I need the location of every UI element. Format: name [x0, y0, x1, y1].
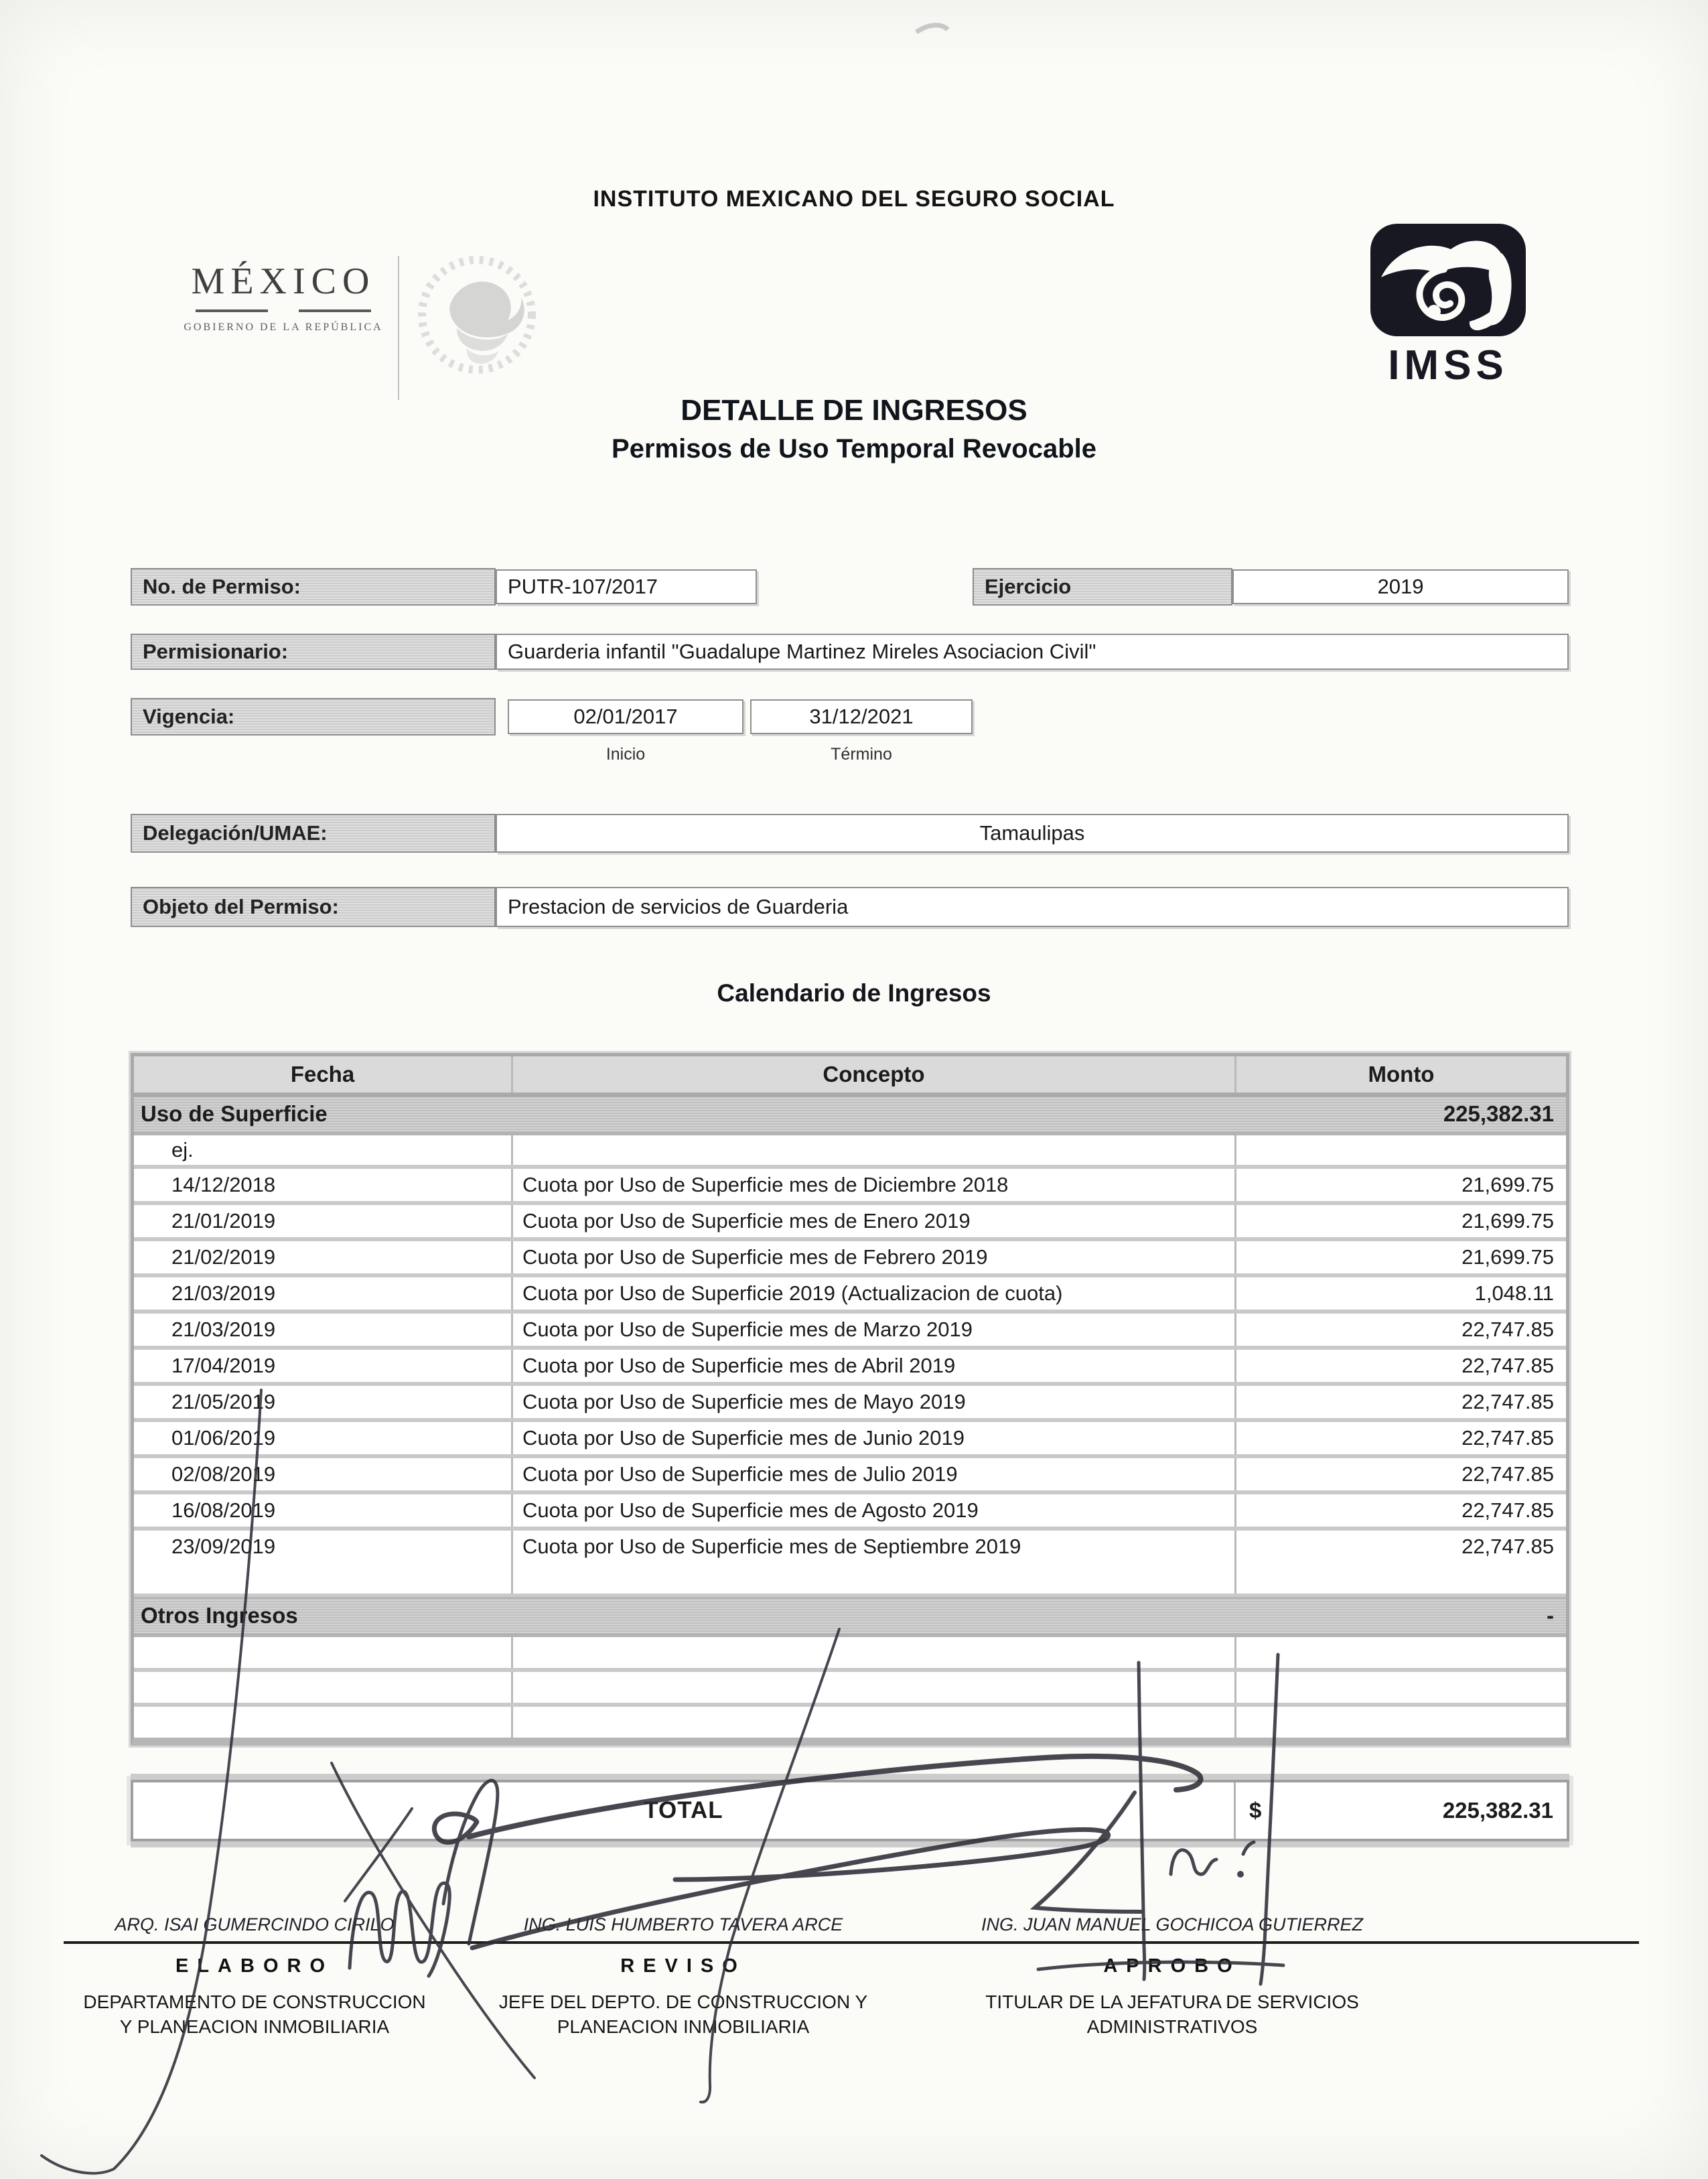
row-fecha: 21/03/2019	[171, 1318, 276, 1341]
table-row	[134, 1205, 1566, 1241]
table-row	[134, 1350, 1566, 1386]
table-row	[134, 1241, 1566, 1277]
table-row	[134, 1314, 1566, 1350]
row-fecha: 16/08/2019	[171, 1498, 276, 1522]
document-title: DETALLE DE INGRESOS	[681, 394, 1027, 427]
total-label: TOTAL	[644, 1797, 723, 1823]
signatory-name: ARQ. ISAI GUMERCINDO CIRILO	[115, 1914, 395, 1935]
permiso-value: PUTR-107/2017	[496, 569, 757, 604]
imss-wordmark: IMSS	[1388, 342, 1508, 389]
permisionario-value: Guarderia infantil "Guadalupe Martinez Mireles Asociacion Civil"	[496, 634, 1569, 670]
row-monto: 21,699.75	[1234, 1241, 1566, 1273]
signatory-name: ING. JUAN MANUEL GOCHICOA GUTIERREZ	[981, 1914, 1364, 1935]
table-title: Calendario de Ingresos	[717, 979, 991, 1007]
total-amount-cell	[1234, 1782, 1567, 1839]
row-fecha: 21/05/2019	[171, 1390, 276, 1413]
row-monto: 22,747.85	[1234, 1494, 1566, 1527]
signatory-role: REVISO	[620, 1955, 746, 1977]
vigencia-termino-value: 31/12/2021	[750, 699, 973, 734]
permiso-label: No. de Permiso:	[131, 568, 496, 606]
institution-title: INSTITUTO MEXICANO DEL SEGURO SOCIAL	[593, 186, 1115, 212]
table-row	[134, 1531, 1566, 1563]
otros-ingresos-label: Otros Ingresos	[141, 1603, 298, 1628]
row-fecha: 21/03/2019	[171, 1281, 276, 1305]
header-fecha: Fecha	[290, 1062, 355, 1086]
row-monto: 1,048.11	[1234, 1277, 1566, 1310]
header-monto: Monto	[1234, 1056, 1566, 1093]
row-fecha: 14/12/2018	[171, 1173, 276, 1196]
vigencia-label: Vigencia:	[131, 698, 496, 735]
ej-label: ej.	[171, 1138, 194, 1162]
delegacion-label: Delegación/UMAE:	[131, 814, 496, 853]
signatory-department: DEPARTAMENTO DE CONSTRUCCION Y PLANEACION INMOBILIARIA	[83, 1991, 426, 2037]
signatory-name: ING. LUIS HUMBERTO TAVERA ARCE	[523, 1914, 843, 1935]
row-monto: 22,747.85	[1234, 1422, 1566, 1454]
income-table	[131, 1053, 1569, 1746]
table-row	[134, 1169, 1566, 1205]
table-header-row	[134, 1056, 1566, 1096]
uso-superficie-monto: 225,382.31	[1443, 1101, 1554, 1126]
uso-superficie-band	[134, 1096, 1566, 1135]
row-fecha: 21/01/2019	[171, 1209, 276, 1233]
mexico-logo-rules	[173, 309, 394, 312]
total-row	[131, 1780, 1569, 1841]
signatory-role: APROBO	[1103, 1955, 1241, 1977]
document-subtitle: Permisos de Uso Temporal Revocable	[612, 434, 1096, 464]
signatory-department: JEFE DEL DEPTO. DE CONSTRUCCION Y PLANEACION INMOBILIARIA	[498, 1991, 868, 2037]
empty-row	[134, 1672, 1566, 1707]
table-row	[134, 1494, 1566, 1531]
row-fecha: 02/08/2019	[171, 1462, 276, 1486]
row-concepto: Cuota por Uso de Superficie mes de Mayo 2019	[511, 1386, 1234, 1418]
row-concepto: Cuota por Uso de Superficie mes de Marzo 2019	[511, 1314, 1234, 1346]
header-concepto: Concepto	[511, 1056, 1234, 1093]
row-monto: 22,747.85	[1234, 1314, 1566, 1346]
imss-eagle-icon	[1369, 222, 1527, 338]
scan-smudge	[916, 25, 948, 32]
signatory-department: TITULAR DE LA JEFATURA DE SERVICIOS ADMINISTRATIVOS	[985, 1991, 1359, 2037]
table-row	[134, 1422, 1566, 1458]
otros-ingresos-band	[134, 1598, 1566, 1637]
row-monto: 22,747.85	[1234, 1531, 1566, 1563]
signature-block	[469, 1914, 898, 2039]
objeto-value: Prestacion de servicios de Guarderia	[496, 887, 1569, 927]
row-fecha: 23/09/2019	[171, 1535, 276, 1558]
row-concepto: Cuota por Uso de Superficie mes de Enero 2019	[511, 1205, 1234, 1237]
row-concepto: Cuota por Uso de Superficie mes de Junio 2019	[511, 1422, 1234, 1454]
row-monto: 21,699.75	[1234, 1205, 1566, 1237]
uso-superficie-label: Uso de Superficie	[141, 1101, 328, 1126]
table-row	[134, 1277, 1566, 1314]
termino-caption: Término	[831, 745, 892, 764]
row-fecha: 01/06/2019	[171, 1426, 276, 1450]
gobierno-mexico-logo	[173, 260, 394, 334]
table-row	[134, 1386, 1566, 1422]
signature-block	[938, 1914, 1407, 2039]
delegacion-value: Tamaulipas	[496, 814, 1569, 853]
permisionario-label: Permisionario:	[131, 634, 496, 670]
logo-divider-line	[398, 256, 399, 400]
row-fecha: 21/02/2019	[171, 1245, 276, 1269]
row-concepto: Cuota por Uso de Superficie 2019 (Actualizacion de cuota)	[511, 1277, 1234, 1310]
row-concepto: Cuota por Uso de Superficie mes de Diciembre 2018	[511, 1169, 1234, 1201]
empty-row	[134, 1563, 1566, 1598]
ejercicio-label: Ejercicio	[973, 568, 1232, 606]
objeto-label: Objeto del Permiso:	[131, 887, 496, 927]
row-monto: 21,699.75	[1234, 1169, 1566, 1201]
imss-logo	[1368, 222, 1528, 389]
row-concepto: Cuota por Uso de Superficie mes de Agosto 2019	[511, 1494, 1234, 1527]
table-rows	[134, 1169, 1566, 1563]
row-monto: 22,747.85	[1234, 1458, 1566, 1490]
total-value: 225,382.31	[1442, 1798, 1553, 1823]
row-concepto: Cuota por Uso de Superficie mes de Abril 2019	[511, 1350, 1234, 1382]
row-fecha: 17/04/2019	[171, 1354, 276, 1377]
signatory-role: ELABORO	[175, 1955, 334, 1977]
row-monto: 22,747.85	[1234, 1386, 1566, 1418]
row-concepto: Cuota por Uso de Superficie mes de Septiembre 2019	[511, 1531, 1234, 1563]
row-concepto: Cuota por Uso de Superficie mes de Julio 2019	[511, 1458, 1234, 1490]
gobierno-subtitle: GOBIERNO DE LA REPÚBLICA	[184, 322, 383, 333]
example-row	[134, 1135, 1566, 1169]
table-row	[134, 1458, 1566, 1494]
empty-row	[134, 1637, 1566, 1672]
currency-symbol: $	[1249, 1798, 1262, 1823]
otros-ingresos-monto: -	[1547, 1603, 1554, 1628]
signature-block	[67, 1914, 442, 2039]
inicio-caption: Inicio	[606, 745, 646, 764]
vigencia-inicio-value: 02/01/2017	[508, 699, 743, 734]
empty-row	[134, 1707, 1566, 1738]
mexico-wordmark: MÉXICO	[191, 261, 376, 302]
row-concepto: Cuota por Uso de Superficie mes de Febrero 2019	[511, 1241, 1234, 1273]
row-monto: 22,747.85	[1234, 1350, 1566, 1382]
ejercicio-value: 2019	[1232, 569, 1569, 604]
